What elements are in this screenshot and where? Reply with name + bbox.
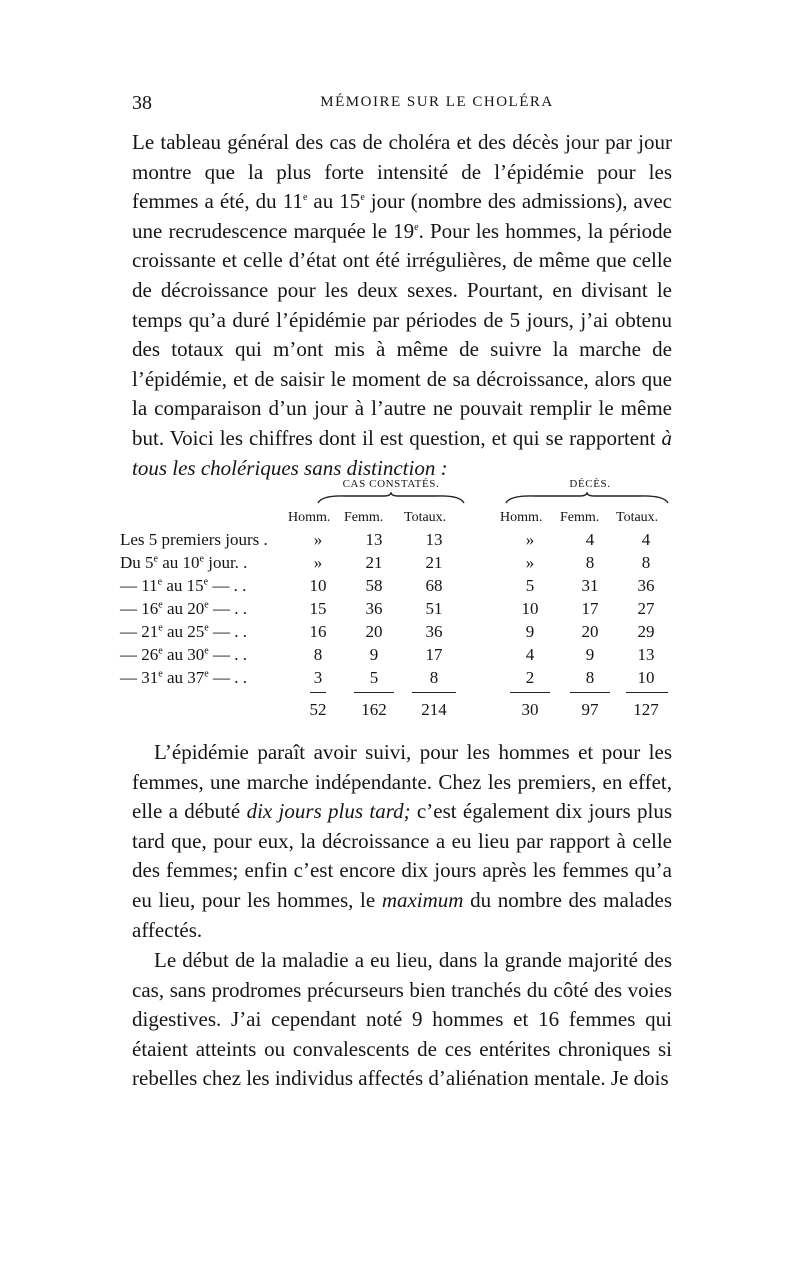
sum-rule [310, 692, 326, 693]
text-run: au 15 [307, 189, 361, 214]
col-header: Homm. [288, 510, 331, 525]
row-label: — 31e au 37e — . . [120, 668, 247, 687]
table-cell: 16 [309, 622, 327, 641]
total-cell: 214 [421, 700, 447, 719]
table-cell: 15 [309, 599, 327, 618]
table-cell: 20 [365, 622, 383, 641]
table-cell: 21 [425, 553, 443, 572]
table-cell: 8 [429, 668, 439, 687]
table-cell: 8 [641, 553, 651, 572]
table-row [120, 530, 680, 552]
table-cell: 10 [309, 576, 327, 595]
table-row [120, 645, 680, 667]
table-cell: 8 [585, 668, 595, 687]
table-cell: 13 [637, 645, 655, 664]
table-cell: » [525, 553, 535, 572]
col-header: Femm. [344, 510, 384, 525]
total-cell: 30 [521, 700, 539, 719]
table-cell: 3 [313, 668, 323, 687]
table-cell: 10 [521, 599, 539, 618]
paragraph-intro [132, 128, 672, 483]
table-cell: 17 [581, 599, 599, 618]
table-cell: 21 [365, 553, 383, 572]
table-cell: 68 [425, 576, 443, 595]
table-cell: 4 [641, 530, 651, 549]
table-cell: 10 [637, 668, 655, 687]
superscript: e [360, 192, 365, 204]
table-cell: 9 [369, 645, 379, 664]
italic-text: à tous les cholériques sans distinction : [132, 425, 672, 480]
table-cell: 13 [425, 530, 443, 549]
text-run: jour (nombre des admissions), avec une recrudescence marquée le 19 [132, 189, 673, 243]
text-run: c’est également dix jours plus tard que, pour eux, la décroissance a eu lieu par rapport à celle des femmes; enfin c’est encore dix jours après les femmes qu’a eu lieu, pour les hommes, le [132, 799, 672, 912]
table-cell: 58 [365, 576, 383, 595]
sum-rule [626, 692, 668, 693]
table-cell: 36 [425, 622, 443, 641]
row-label: Les 5 premiers jours . [120, 530, 268, 549]
table-cell: 5 [369, 668, 379, 687]
running-title: MÉMOIRE SUR LE CHOLÉRA [320, 94, 554, 110]
table-row [120, 668, 680, 690]
table-cell: 9 [525, 622, 535, 641]
table-cell: 36 [365, 599, 383, 618]
italic-text: dix jours plus tard; [246, 799, 411, 824]
row-label: Du 5e au 10e jour. . [120, 553, 248, 572]
total-cell: 162 [361, 700, 387, 719]
brace-cas [316, 492, 466, 504]
group-header-cas: CAS CONSTATÉS. [342, 478, 440, 490]
table-cell: 29 [637, 622, 655, 641]
table-cell: 8 [313, 645, 323, 664]
text-run: Le tableau général des cas de choléra et des décès jour par jour montre que la plus forte intensité de l’épidémie pour les femmes a été, du 11 [132, 130, 672, 214]
paragraph-epidemic-course [132, 738, 672, 945]
sum-rule [570, 692, 610, 693]
col-header: Homm. [500, 510, 543, 525]
table-cell: » [525, 530, 535, 549]
table-cell: 9 [585, 645, 595, 664]
table-cell: 17 [425, 645, 443, 664]
row-label: — 11e au 15e — . . [120, 576, 247, 595]
table-cell: 2 [525, 668, 535, 687]
table-cell: » [313, 530, 323, 549]
total-cell: 97 [581, 700, 599, 719]
table-row [120, 553, 680, 575]
total-cell: 127 [633, 700, 659, 719]
brace-deces [504, 492, 670, 504]
total-cell: 52 [309, 700, 327, 719]
row-label: — 16e au 20e — . . [120, 599, 247, 618]
paragraph-onset: Le début de la maladie a eu lieu, dans la grande majorité des cas, sans prodromes précurseurs bien tranchés du côté des voies digestives. J’ai cependant noté 9 hommes et 16 femmes qui étaient atteints ou convalescents de ces entérites chroniques si rebelles chez les individus affectés d’aliénation mentale. Je dois [132, 948, 672, 1091]
superscript: e [414, 221, 419, 233]
sum-rule [510, 692, 550, 693]
table-cell: 4 [585, 530, 595, 549]
table-cell: 27 [637, 599, 655, 618]
table-cell: 5 [525, 576, 535, 595]
superscript: e [302, 192, 308, 204]
col-header: Totaux. [616, 510, 659, 525]
page-header [132, 92, 672, 116]
table-row [120, 599, 680, 621]
table-cell: 13 [365, 530, 383, 549]
row-label: — 26e au 30e — . . [120, 645, 247, 664]
col-header: Femm. [560, 510, 600, 525]
group-header-deces: DÉCÈS. [569, 478, 611, 490]
table-cell: 36 [637, 576, 655, 595]
table-cell: 51 [425, 599, 443, 618]
text-run: du nombre des malades affectés. [132, 887, 672, 942]
statistics-table [120, 478, 680, 728]
row-label: — 21e au 25e — . . [120, 622, 247, 641]
table-row [120, 622, 680, 644]
table-cell: 4 [525, 645, 535, 664]
page-number: 38 [132, 92, 152, 114]
totals-row [120, 700, 680, 722]
italic-text: maximum [381, 887, 464, 912]
sum-rule [354, 692, 394, 693]
table-cell: » [313, 553, 323, 572]
table-cell: 31 [581, 576, 599, 595]
col-header: Totaux. [404, 510, 447, 525]
text-run: L’épidémie paraît avoir suivi, pour les hommes et pour les femmes, une marche indépendante. Chez les premiers, en effet, elle a débuté [132, 740, 672, 824]
table-row [120, 576, 680, 598]
sum-rule [412, 692, 456, 693]
text-run: . Pour les hommes, la période croissante et celle d’état ont été irrégulières, de même que celle de décroissance pour les deux sexes. Pourtant, en divisant le temps qu’a duré l’épidémie par périodes de 5 jours, j’ai obtenu des totaux qui m’ont mis à même de suivre la marche de l’épidémie, et de saisir le moment de sa décroissance, alors que la comparaison d’un jour à l’autre ne pouvait remplir le même but. Voici les chiffres dont il est question, et qui se rapportent [132, 218, 672, 450]
table-cell: 8 [585, 553, 595, 572]
table-cell: 20 [581, 622, 599, 641]
